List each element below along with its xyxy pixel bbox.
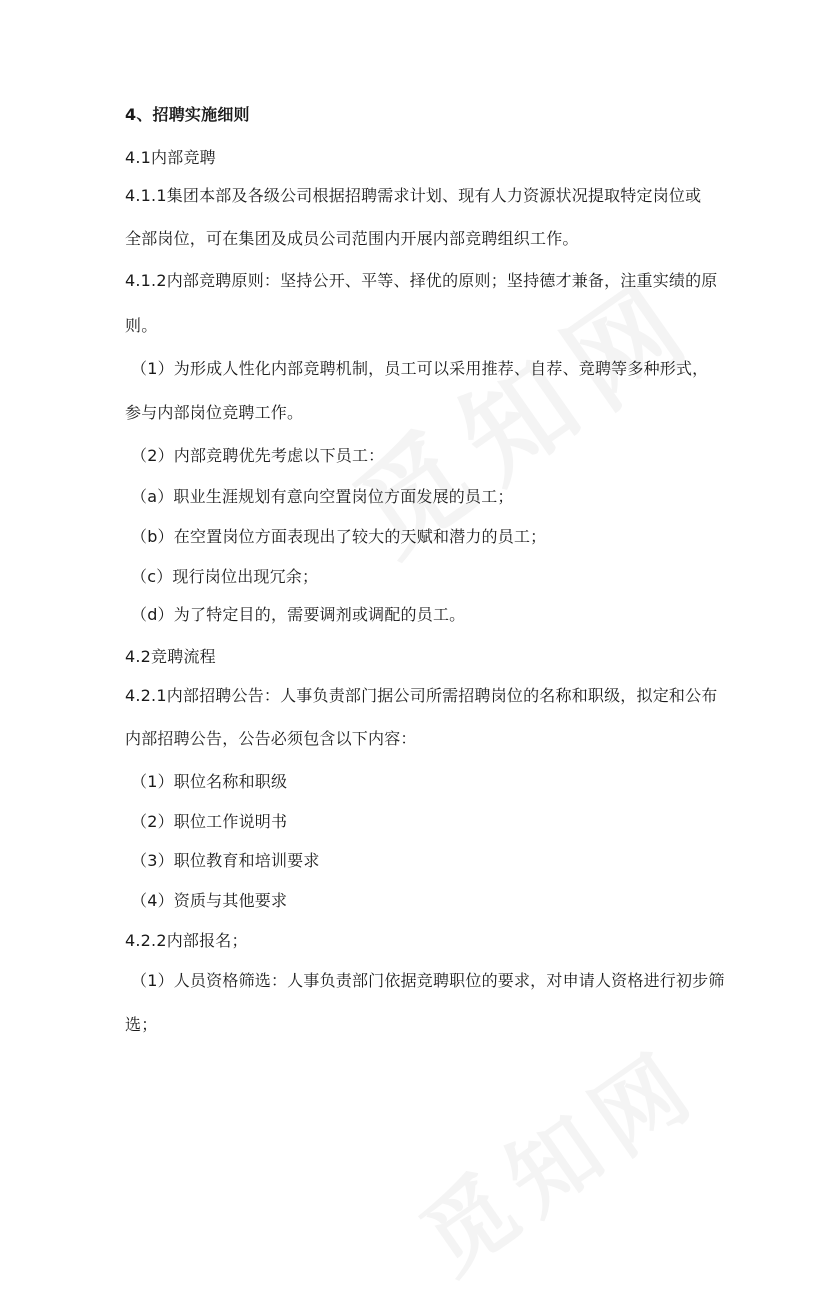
list-item: （2）职位工作说明书	[131, 812, 288, 831]
list-item: （c）现行岗位出现冗余；	[131, 567, 319, 586]
paragraph-line: 则。	[125, 316, 158, 335]
paragraph-line: 4.2.1内部招聘公告：人事负责部门据公司所需招聘岗位的名称和职级，拟定和公布	[125, 686, 718, 705]
paragraph-line: 选；	[125, 1015, 158, 1034]
list-item: （2）内部竞聘优先考虑以下员工：	[131, 446, 385, 465]
list-item: （4）资质与其他要求	[131, 891, 288, 910]
paragraph-line: 内部招聘公告，公告必须包含以下内容：	[125, 729, 417, 748]
section-heading: 4、招聘实施细则	[125, 105, 250, 124]
paragraph-line: 参与内部岗位竞聘工作。	[125, 403, 304, 422]
subsection-title: 4.2竞聘流程	[125, 647, 216, 666]
paragraph-line: 全部岗位，可在集团及成员公司范围内开展内部竞聘组织工作。	[125, 229, 579, 248]
list-item: （3）职位教育和培训要求	[131, 851, 320, 870]
paragraph-line: 4.1.1集团本部及各级公司根据招聘需求计划、现有人力资源状况提取特定岗位或	[125, 186, 702, 205]
list-item: （1）职位名称和职级	[131, 772, 288, 791]
paragraph-line: 4.1.2内部竞聘原则：坚持公开、平等、择优的原则；坚持德才兼备，注重实绩的原	[125, 271, 718, 290]
subsection-title: 4.1内部竞聘	[125, 148, 216, 167]
watermark-bottom	[391, 1012, 721, 1297]
list-item: （1）为形成人性化内部竞聘机制，员工可以采用推荐、自荐、竞聘等多种形式，	[131, 359, 709, 378]
list-item: （b）在空置岗位方面表现出了较大的天赋和潜力的员工；	[131, 527, 547, 546]
list-item: （d）为了特定目的，需要调剂或调配的员工。	[131, 605, 466, 624]
list-item: （a）职业生涯规划有意向空置岗位方面发展的员工；	[131, 487, 514, 506]
list-item: （1）人员资格筛选：人事负责部门依据竞聘职位的要求，对申请人资格进行初步筛	[131, 971, 725, 990]
subsection-title: 4.2.2内部报名；	[125, 931, 248, 950]
